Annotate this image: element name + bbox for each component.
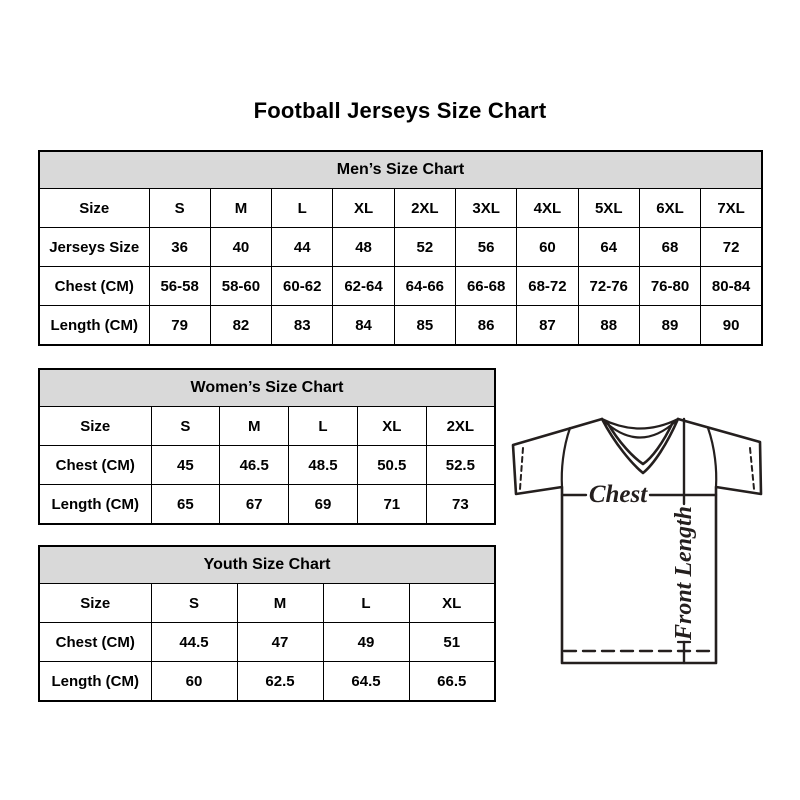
men-table-cell: 7XL (701, 189, 762, 228)
youth-table-cell: 47 (237, 623, 323, 662)
youth-table-row (39, 584, 495, 623)
men-table-cell: 62-64 (333, 267, 394, 306)
men-table-cell: S (149, 189, 210, 228)
men-table-cell: L (272, 189, 333, 228)
women-table-cell: 69 (289, 485, 358, 525)
youth-table-cell: 51 (409, 623, 495, 662)
men-table-cell: 64 (578, 228, 639, 267)
women-table-cell: 67 (220, 485, 289, 525)
cuff-stitch-right (750, 448, 754, 489)
collar-arc-upper (602, 419, 678, 429)
men-table-cell: 83 (272, 306, 333, 346)
men-table-cell: 88 (578, 306, 639, 346)
men-table-cell: 86 (455, 306, 516, 346)
men-table-cell: 72-76 (578, 267, 639, 306)
youth-table-cell: L (323, 584, 409, 623)
men-table-cell: 48 (333, 228, 394, 267)
jersey-outline (513, 419, 761, 663)
women-table-title: Women’s Size Chart (39, 369, 495, 407)
mens-size-table (38, 150, 763, 346)
men-table-cell: 40 (210, 228, 271, 267)
women-table-cell: 45 (151, 446, 220, 485)
men-table-cell: 68 (639, 228, 700, 267)
men-table-cell: 90 (701, 306, 762, 346)
men-table-cell: 87 (517, 306, 578, 346)
men-table-cell: 2XL (394, 189, 455, 228)
women-table-cell: S (151, 407, 220, 446)
youth-table-cell: 64.5 (323, 662, 409, 702)
women-table-cell: 48.5 (289, 446, 358, 485)
men-table-cell: 60-62 (272, 267, 333, 306)
women-table-cell: 71 (357, 485, 426, 525)
men-table-row (39, 267, 762, 306)
women-table-cell: 2XL (426, 407, 495, 446)
men-table-cell: 76-80 (639, 267, 700, 306)
women-table-cell: 73 (426, 485, 495, 525)
men-table-cell: 66-68 (455, 267, 516, 306)
men-table-cell: 60 (517, 228, 578, 267)
jersey-diagram-svg (497, 396, 777, 680)
men-table-cell: 80-84 (701, 267, 762, 306)
men-table-cell: 79 (149, 306, 210, 346)
youth-table-cell: XL (409, 584, 495, 623)
women-table-cell: 65 (151, 485, 220, 525)
youth-row-label: Length (CM) (39, 662, 151, 702)
women-table-cell: 52.5 (426, 446, 495, 485)
women-table-cell: 50.5 (357, 446, 426, 485)
women-table-row (39, 407, 495, 446)
men-table-cell: 5XL (578, 189, 639, 228)
women-table-cell: XL (357, 407, 426, 446)
youth-table-row (39, 623, 495, 662)
front-length-label: Front Length (671, 505, 697, 641)
youth-table-cell: 62.5 (237, 662, 323, 702)
men-table-cell: XL (333, 189, 394, 228)
men-row-label: Size (39, 189, 149, 228)
women-row-label: Size (39, 407, 151, 446)
youth-table-cell: 60 (151, 662, 237, 702)
youth-row-label: Size (39, 584, 151, 623)
women-table-cell: M (220, 407, 289, 446)
youth-table-cell: 66.5 (409, 662, 495, 702)
youth-table-cell: S (151, 584, 237, 623)
armhole-left (562, 428, 570, 487)
women-table-row (39, 446, 495, 485)
women-table-row (39, 485, 495, 525)
men-table-cell: 52 (394, 228, 455, 267)
youth-table-cell: 49 (323, 623, 409, 662)
men-table-row (39, 306, 762, 346)
youth-table-row (39, 662, 495, 702)
chest-label: Chest (588, 481, 648, 508)
men-table-row (39, 228, 762, 267)
women-table-cell: 46.5 (220, 446, 289, 485)
women-row-label: Length (CM) (39, 485, 151, 525)
womens-size-table (38, 368, 496, 525)
men-table-cell: 68-72 (517, 267, 578, 306)
youth-size-table (38, 545, 496, 702)
armhole-right (708, 428, 716, 487)
youth-row-label: Chest (CM) (39, 623, 151, 662)
men-row-label: Chest (CM) (39, 267, 149, 306)
youth-table-title: Youth Size Chart (39, 546, 495, 584)
men-table-cell: 44 (272, 228, 333, 267)
page-title: Football Jerseys Size Chart (253, 98, 547, 123)
men-table-cell: 4XL (517, 189, 578, 228)
men-table-cell: 56 (455, 228, 516, 267)
men-row-label: Length (CM) (39, 306, 149, 346)
youth-table-cell: M (237, 584, 323, 623)
cuff-stitch-left (520, 448, 523, 489)
jersey-measurement-diagram (497, 396, 777, 680)
vneck-outer (602, 419, 678, 473)
men-row-label: Jerseys Size (39, 228, 149, 267)
men-table-cell: 85 (394, 306, 455, 346)
men-table-cell: 64-66 (394, 267, 455, 306)
men-table-cell: 72 (701, 228, 762, 267)
women-row-label: Chest (CM) (39, 446, 151, 485)
men-table-cell: 3XL (455, 189, 516, 228)
men-table-title: Men’s Size Chart (39, 151, 762, 189)
men-table-cell: 84 (333, 306, 394, 346)
men-table-cell: 89 (639, 306, 700, 346)
men-table-cell: 58-60 (210, 267, 271, 306)
women-table-cell: L (289, 407, 358, 446)
youth-table-cell: 44.5 (151, 623, 237, 662)
men-table-cell: 82 (210, 306, 271, 346)
men-table-cell: 36 (149, 228, 210, 267)
men-table-cell: 6XL (639, 189, 700, 228)
men-table-cell: M (210, 189, 271, 228)
men-table-row (39, 189, 762, 228)
men-table-cell: 56-58 (149, 267, 210, 306)
